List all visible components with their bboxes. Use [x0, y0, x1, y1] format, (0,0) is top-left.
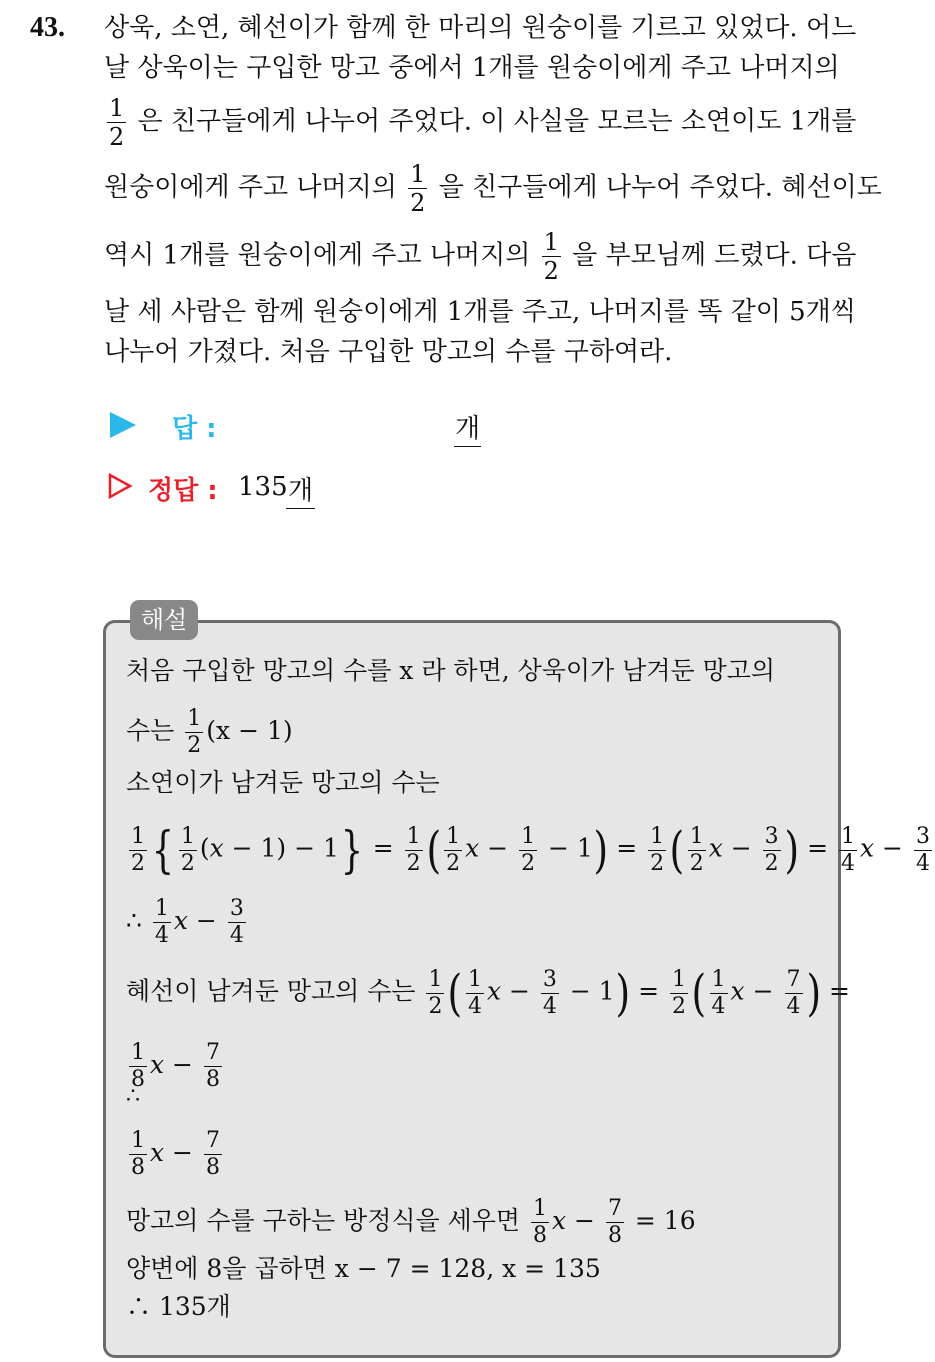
question-line-4: 원숭이에게 주고 나머지의 $\frac{1}{2}$ 을 친구들에게 나누어 주었다. 혜선이도: [104, 160, 882, 217]
fraction-half: $\frac{1}{2}$: [410, 160, 426, 217]
play-arrow-icon: [110, 412, 136, 438]
question-number: 43.: [30, 12, 65, 43]
solution-therefore-1: ∴ $\frac{1}{4}$ x − $\frac{3}{4}$: [126, 896, 244, 948]
solution-line-13: ∴ 135개: [126, 1292, 231, 1321]
solution-line-2: 수는 $\frac{1}{2}$ (x − 1): [126, 706, 293, 758]
solution-equation-1: $\frac{1}{2}$ { $\frac{1}{2}$ (x − 1) − 1} = $\frac{1}{2}$ ( $\frac{1}{2}$ x − $\frac{1}{2}$ − 1) = $\frac{1}{2}$ ( $\frac{1}{2}$ x − $\frac{3}{2}$ ) = $\frac{1}{4}$ x − $\frac{3}{4}$: [131, 821, 930, 879]
question-line-6: 날 세 사람은 함께 원숭이에게 1개를 주고, 나머지를 똑 같이 5개씩: [104, 297, 856, 327]
answer-unit: 개: [454, 408, 481, 447]
solution-tag: 해설: [130, 600, 198, 640]
correct-answer-label: 정답 :: [148, 476, 218, 506]
question-line-2: 날 상욱이는 구입한 망고 중에서 1개를 원숭이에게 주고 나머지의: [104, 53, 840, 83]
question-line-7: 나누어 가졌다. 처음 구입한 망고의 수를 구하여라.: [104, 337, 673, 367]
solution-result-2: $\frac{1}{8}$ x − $\frac{7}{8}$: [131, 1128, 220, 1180]
solution-line-12: 양변에 8을 곱하면 x − 7 = 128, x = 135: [126, 1254, 601, 1283]
solution-line-8: 혜선이 남겨둔 망고의 수는 $\frac{1}{2}$ ( $\frac{1}{4}$ x − $\frac{3}{4}$ − 1) = $\frac{1}{2}$ ( $\frac{1}{4}$ x − $\frac{7}{4}$ ) =: [126, 964, 850, 1022]
correct-answer-unit: 개: [286, 470, 315, 509]
solution-line-11: 망고의 수를 구하는 방정식을 세우면 $\frac{1}{8}$ x − $\frac{7}{8}$ = 16: [126, 1196, 696, 1248]
solution-line-3: 소연이가 남겨둔 망고의 수는: [126, 768, 440, 797]
question-line-1: 상욱, 소연, 혜선이가 함께 한 마리의 원숭이를 기르고 있었다. 어느: [104, 13, 857, 43]
fraction-half: $\frac{1}{2}$: [109, 94, 125, 151]
question-line-5: 역시 1개를 원숭이에게 주고 나머지의 $\frac{1}{2}$ 을 부모님께 드렸다. 다음: [104, 228, 857, 285]
solution-result-1: $\frac{1}{8}$ x − $\frac{7}{8}$: [131, 1040, 220, 1092]
correct-answer-value: 135: [238, 472, 288, 502]
outline-arrow-icon: [108, 474, 132, 498]
fraction-half: $\frac{1}{2}$: [543, 228, 559, 285]
solution-therefore-2: ∴: [126, 1084, 140, 1109]
question-line-3: $\frac{1}{2}$ 은 친구들에게 나누어 주었다. 이 사실을 모르는 소연이도 1개를: [109, 94, 857, 151]
solution-line-1: 처음 구입한 망고의 수를 x 라 하면, 상욱이가 남겨둔 망고의: [126, 656, 776, 685]
answer-label: 답 :: [172, 414, 217, 444]
